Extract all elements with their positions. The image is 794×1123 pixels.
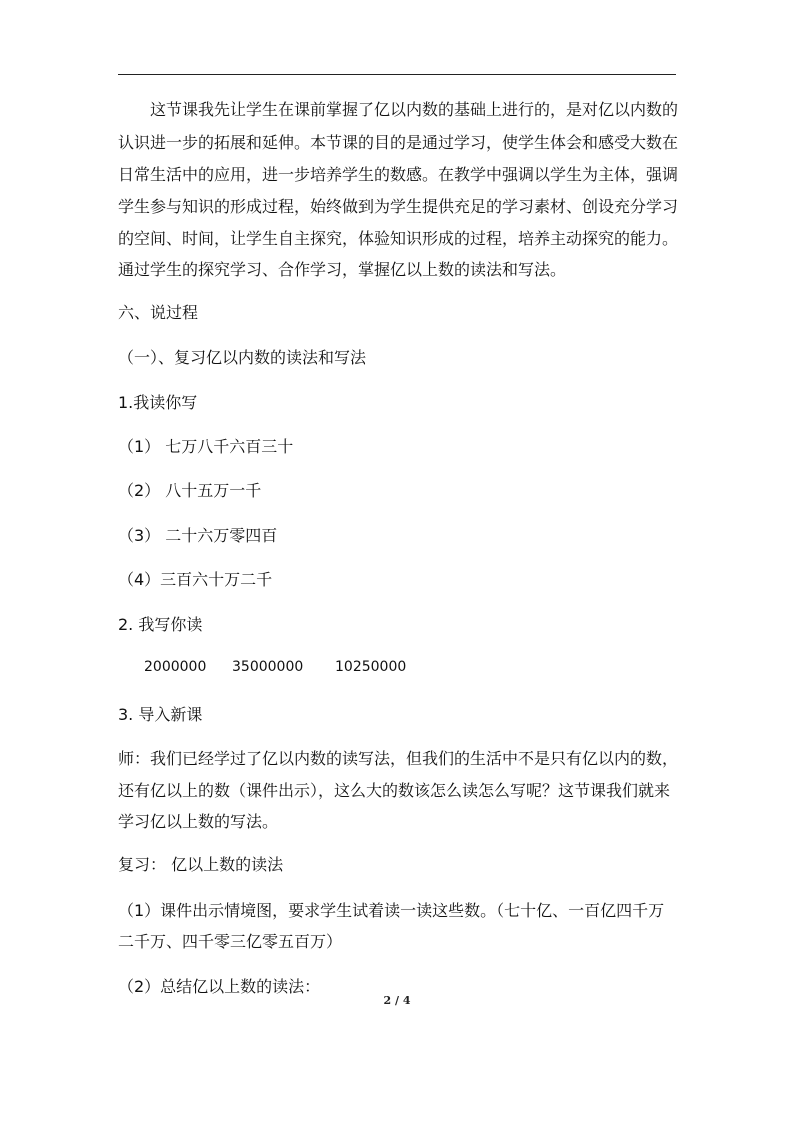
review-item-line: 二千万、四千零三亿零五百万） bbox=[118, 932, 343, 951]
write-number: 10250000 bbox=[335, 659, 407, 675]
write-number: 35000000 bbox=[232, 659, 304, 675]
review-item-line: （1）课件出示情境图，要求学生试着读一读这些数。（七十亿、一百亿四千万 bbox=[118, 901, 665, 920]
read-item: （1） 七万八千六百三十 bbox=[118, 437, 294, 456]
subsection-heading: （一）、复习亿以内数的读法和写法 bbox=[118, 348, 367, 367]
read-item: （4）三百六十万二千 bbox=[118, 570, 273, 589]
teacher-line: 学习亿以上数的写法。 bbox=[118, 812, 279, 831]
item-title: 3. 导入新课 bbox=[118, 705, 203, 724]
paragraph-line: 通过学生的探究学习、合作学习，掌握亿以上数的读法和写法。 bbox=[118, 260, 567, 279]
review-heading: 复习： 亿以上数的读法 bbox=[118, 855, 284, 874]
review-item-line: （2）总结亿以上数的读法： bbox=[118, 977, 321, 996]
teacher-line: 还有亿以上的数（课件出示），这么大的数该怎么读怎么写呢？这节课我们就来 bbox=[118, 781, 671, 800]
paragraph-line: 这节课我先让学生在课前掌握了亿以内数的基础上进行的，是对亿以内数的 bbox=[118, 100, 679, 119]
paragraph-line: 的空间、时间，让学生自主探究，体验知识形成的过程，培养主动探究的能力。 bbox=[118, 229, 679, 248]
paragraph-line: 日常生活中的应用，进一步培养学生的数感。在教学中强调以学生为主体，强调 bbox=[118, 165, 679, 184]
read-item: （2） 八十五万一千 bbox=[118, 481, 262, 500]
item-title: 2. 我写你读 bbox=[118, 615, 203, 634]
read-item: （3） 二十六万零四百 bbox=[118, 526, 278, 545]
paragraph-line: 认识进一步的拓展和延伸。本节课的目的是通过学习，使学生体会和感受大数在 bbox=[118, 133, 679, 152]
teacher-line: 师：我们已经学过了亿以内数的读写法，但我们的生活中不是只有亿以内的数， bbox=[118, 749, 679, 768]
paragraph-line: 学生参与知识的形成过程，始终做到为学生提供充足的学习素材、创设充分学习 bbox=[118, 197, 679, 216]
write-number: 2000000 bbox=[144, 659, 207, 675]
page-number: 2 / 4 bbox=[383, 994, 411, 1007]
section-heading: 六、说过程 bbox=[118, 303, 199, 322]
header-rule bbox=[118, 74, 676, 75]
item-title: 1.我读你写 bbox=[118, 393, 198, 412]
